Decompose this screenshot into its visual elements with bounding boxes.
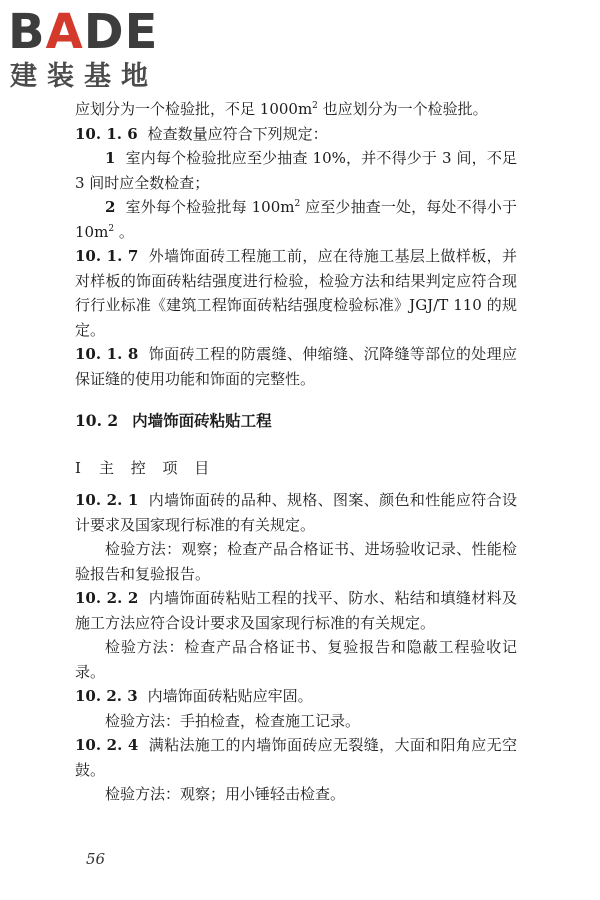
inspection-method: 检验方法：观察；用小锤轻击检查。 [105,785,346,803]
clause-text: 内墙饰面砖粘贴工程的找平、防水、粘结和填缝材料及施工方法应符合设计要求及国家现行标准的有关规定。 [75,589,517,632]
logo-wordmark: BADE [8,4,159,60]
item-text: 室内每个检验批应至少抽查 10%，并不得少于 3 间，不足 3 间时应全数检查； [75,149,517,192]
clause-text: 内墙饰面砖粘贴应牢固。 [147,687,313,705]
section-heading [75,409,517,434]
section-title: 内墙饰面砖粘贴工程 [132,411,272,430]
inspection-method: 检验方法：检查产品合格证书、复验报告和隐蔽工程验收记录。 [75,638,517,681]
clause-number: 10. 2. 4 [75,736,139,754]
bade-logo [8,4,178,94]
clause-number: 10. 2. 1 [75,491,139,509]
document-body [75,97,517,807]
clause-text: 满粘法施工的内墙饰面砖应无裂缝，大面和阳角应无空鼓。 [75,736,517,779]
subsection-roman: Ⅰ [75,458,87,477]
paragraph-continuation: 应划分为一个检验批，不足 $1000m^2$ 也应划分为一个检验批。 [75,100,488,118]
clause-10-1-6-item-1 [75,146,517,195]
item-number: 2 [105,198,116,216]
clause-number: 10. 2. 2 [75,589,139,607]
logo-accent-letter: A [45,4,84,60]
page-number: 56 [86,850,106,868]
clause-10-2-3 [75,684,517,709]
logo-chinese-text: 建装基地 [10,61,158,92]
section-number: 10. 2 [75,411,119,430]
clause-number: 10. 2. 3 [75,687,138,705]
inspection-method: 检验方法：观察；检查产品合格证书、进场验收记录、性能检验报告和复验报告。 [75,540,517,583]
clause-number: 10. 1. 8 [75,345,139,363]
clause-number: 10. 1. 6 [75,124,138,143]
inspection-method: 检验方法：手拍检查，检查施工记录。 [105,711,361,730]
clause-10-1-8 [75,342,517,391]
clause-text: 外墙饰面砖工程施工前，应在待施工基层上做样板，并对样板的饰面砖粘结强度进行检验，检验方法和结果判定应符合现行行业标准《建筑工程饰面砖粘结强度检验标准》JGJ/T 110 的规定。 [75,247,517,339]
item-number: 1 [105,149,116,167]
clause-10-2-4 [75,733,517,782]
clause-10-1-7 [75,244,517,342]
subsection-heading [75,456,517,481]
clause-10-1-6-item-2: 2 室外每个检验批每 $100m^2$ 应至少抽查一处，每处不得小于 $10m^2$ 。 [75,198,518,241]
subsection-title: 主 控 项 目 [98,458,216,477]
clause-number: 10. 1. 7 [75,247,139,265]
clause-text: 饰面砖工程的防震缝、伸缩缝、沉降缝等部位的处理应保证缝的使用功能和饰面的完整性。 [75,345,517,388]
clause-text: 检查数量应符合下列规定： [147,124,328,143]
clause-10-2-1 [75,488,517,537]
clause-10-2-2 [75,586,517,635]
clause-text: 内墙饰面砖的品种、规格、图案、颜色和性能应符合设计要求及国家现行标准的有关规定。 [75,491,517,534]
clause-10-1-6 [75,122,517,147]
